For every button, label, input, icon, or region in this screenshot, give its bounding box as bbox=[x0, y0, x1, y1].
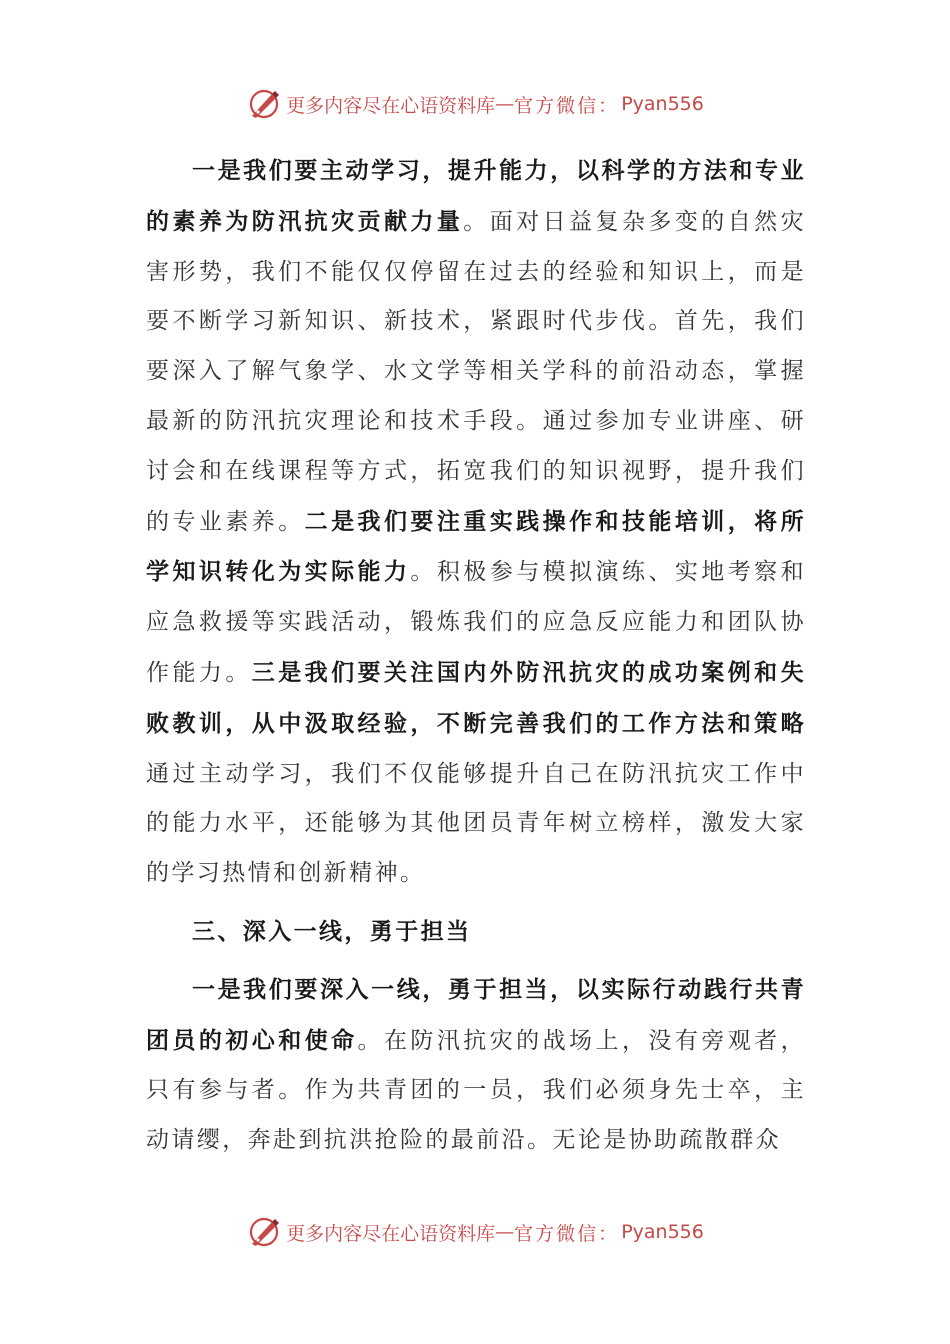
footer-wechat-id: Pyan556 bbox=[621, 1221, 704, 1243]
banner-main-text: 更多内容尽在心语资料库 bbox=[286, 94, 496, 117]
paragraph-1-bold-1: 一是我们要主动学习，提升能力，以科学的方法和专业的素养为防汛抗灾贡献力量 bbox=[146, 157, 806, 235]
banner-separator: — bbox=[495, 93, 515, 115]
paragraph-1-text-1: 。面对日益复杂多变的自然灾害形势，我们不能仅仅停留在过去的经验和知识上，而是要不断学习新知识、新技术，紧跟时代步伐。首先，我们要深入了解气象学、水文学等相关学科的前沿动态，掌握最新的防汛抗灾理论和技术手段。通过参加专业讲座、研讨会和在线课程等方式，拓宽我们的知识视野，提升我们的专业素养。 bbox=[146, 208, 806, 535]
pen-logo-icon bbox=[246, 1214, 282, 1250]
paragraph-1-text-2: 。积极参与模拟演练、实地考察和应急救援等实践活动，锻炼我们的应急反应能力和团队协作能力。 bbox=[146, 559, 807, 686]
footer-wechat-label: 官方微信： bbox=[514, 1222, 620, 1245]
paragraph-2-text-1: 。在防汛抗灾的战场上，没有旁观者，只有参与者。作为共青团的一员，我们必须身先士卒，主动请缨，奔赴到抗洪抢险的最前沿。无论是协助疏散群众 bbox=[146, 1027, 806, 1154]
header-banner bbox=[0, 84, 950, 124]
paragraph-2-bold-1: 一是我们要深入一线，勇于担当，以实际行动践行共青团员的初心和使命 bbox=[146, 975, 806, 1054]
banner-wechat-id: Pyan556 bbox=[621, 93, 704, 115]
document-body bbox=[146, 146, 806, 1166]
banner-wechat-label: 官方微信： bbox=[514, 94, 620, 117]
footer-separator: — bbox=[495, 1221, 515, 1243]
pen-logo-icon bbox=[246, 86, 282, 122]
section-heading: 三、深入一线，勇于担当 bbox=[192, 917, 472, 945]
footer-main-text: 更多内容尽在心语资料库 bbox=[286, 1222, 496, 1245]
footer-banner bbox=[0, 1212, 950, 1252]
paragraph-1-text-3: 通过主动学习，我们不仅能够提升自己在防汛抗灾工作中的能力水平，还能够为其他团员青年树立榜样，激发大家的学习热情和创新精神。 bbox=[146, 760, 806, 887]
paragraph-2 bbox=[146, 965, 806, 1166]
paragraph-1-bold-3: 三是我们要关注国内外防汛抗灾的成功案例和失败教训，从中汲取经验，不断完善我们的工作方法和策略 bbox=[146, 658, 806, 737]
paragraph-1-bold-2: 二是我们要注重实践操作和技能培训，将所学知识转化为实际能力 bbox=[146, 507, 806, 586]
paragraph-1 bbox=[146, 146, 806, 899]
